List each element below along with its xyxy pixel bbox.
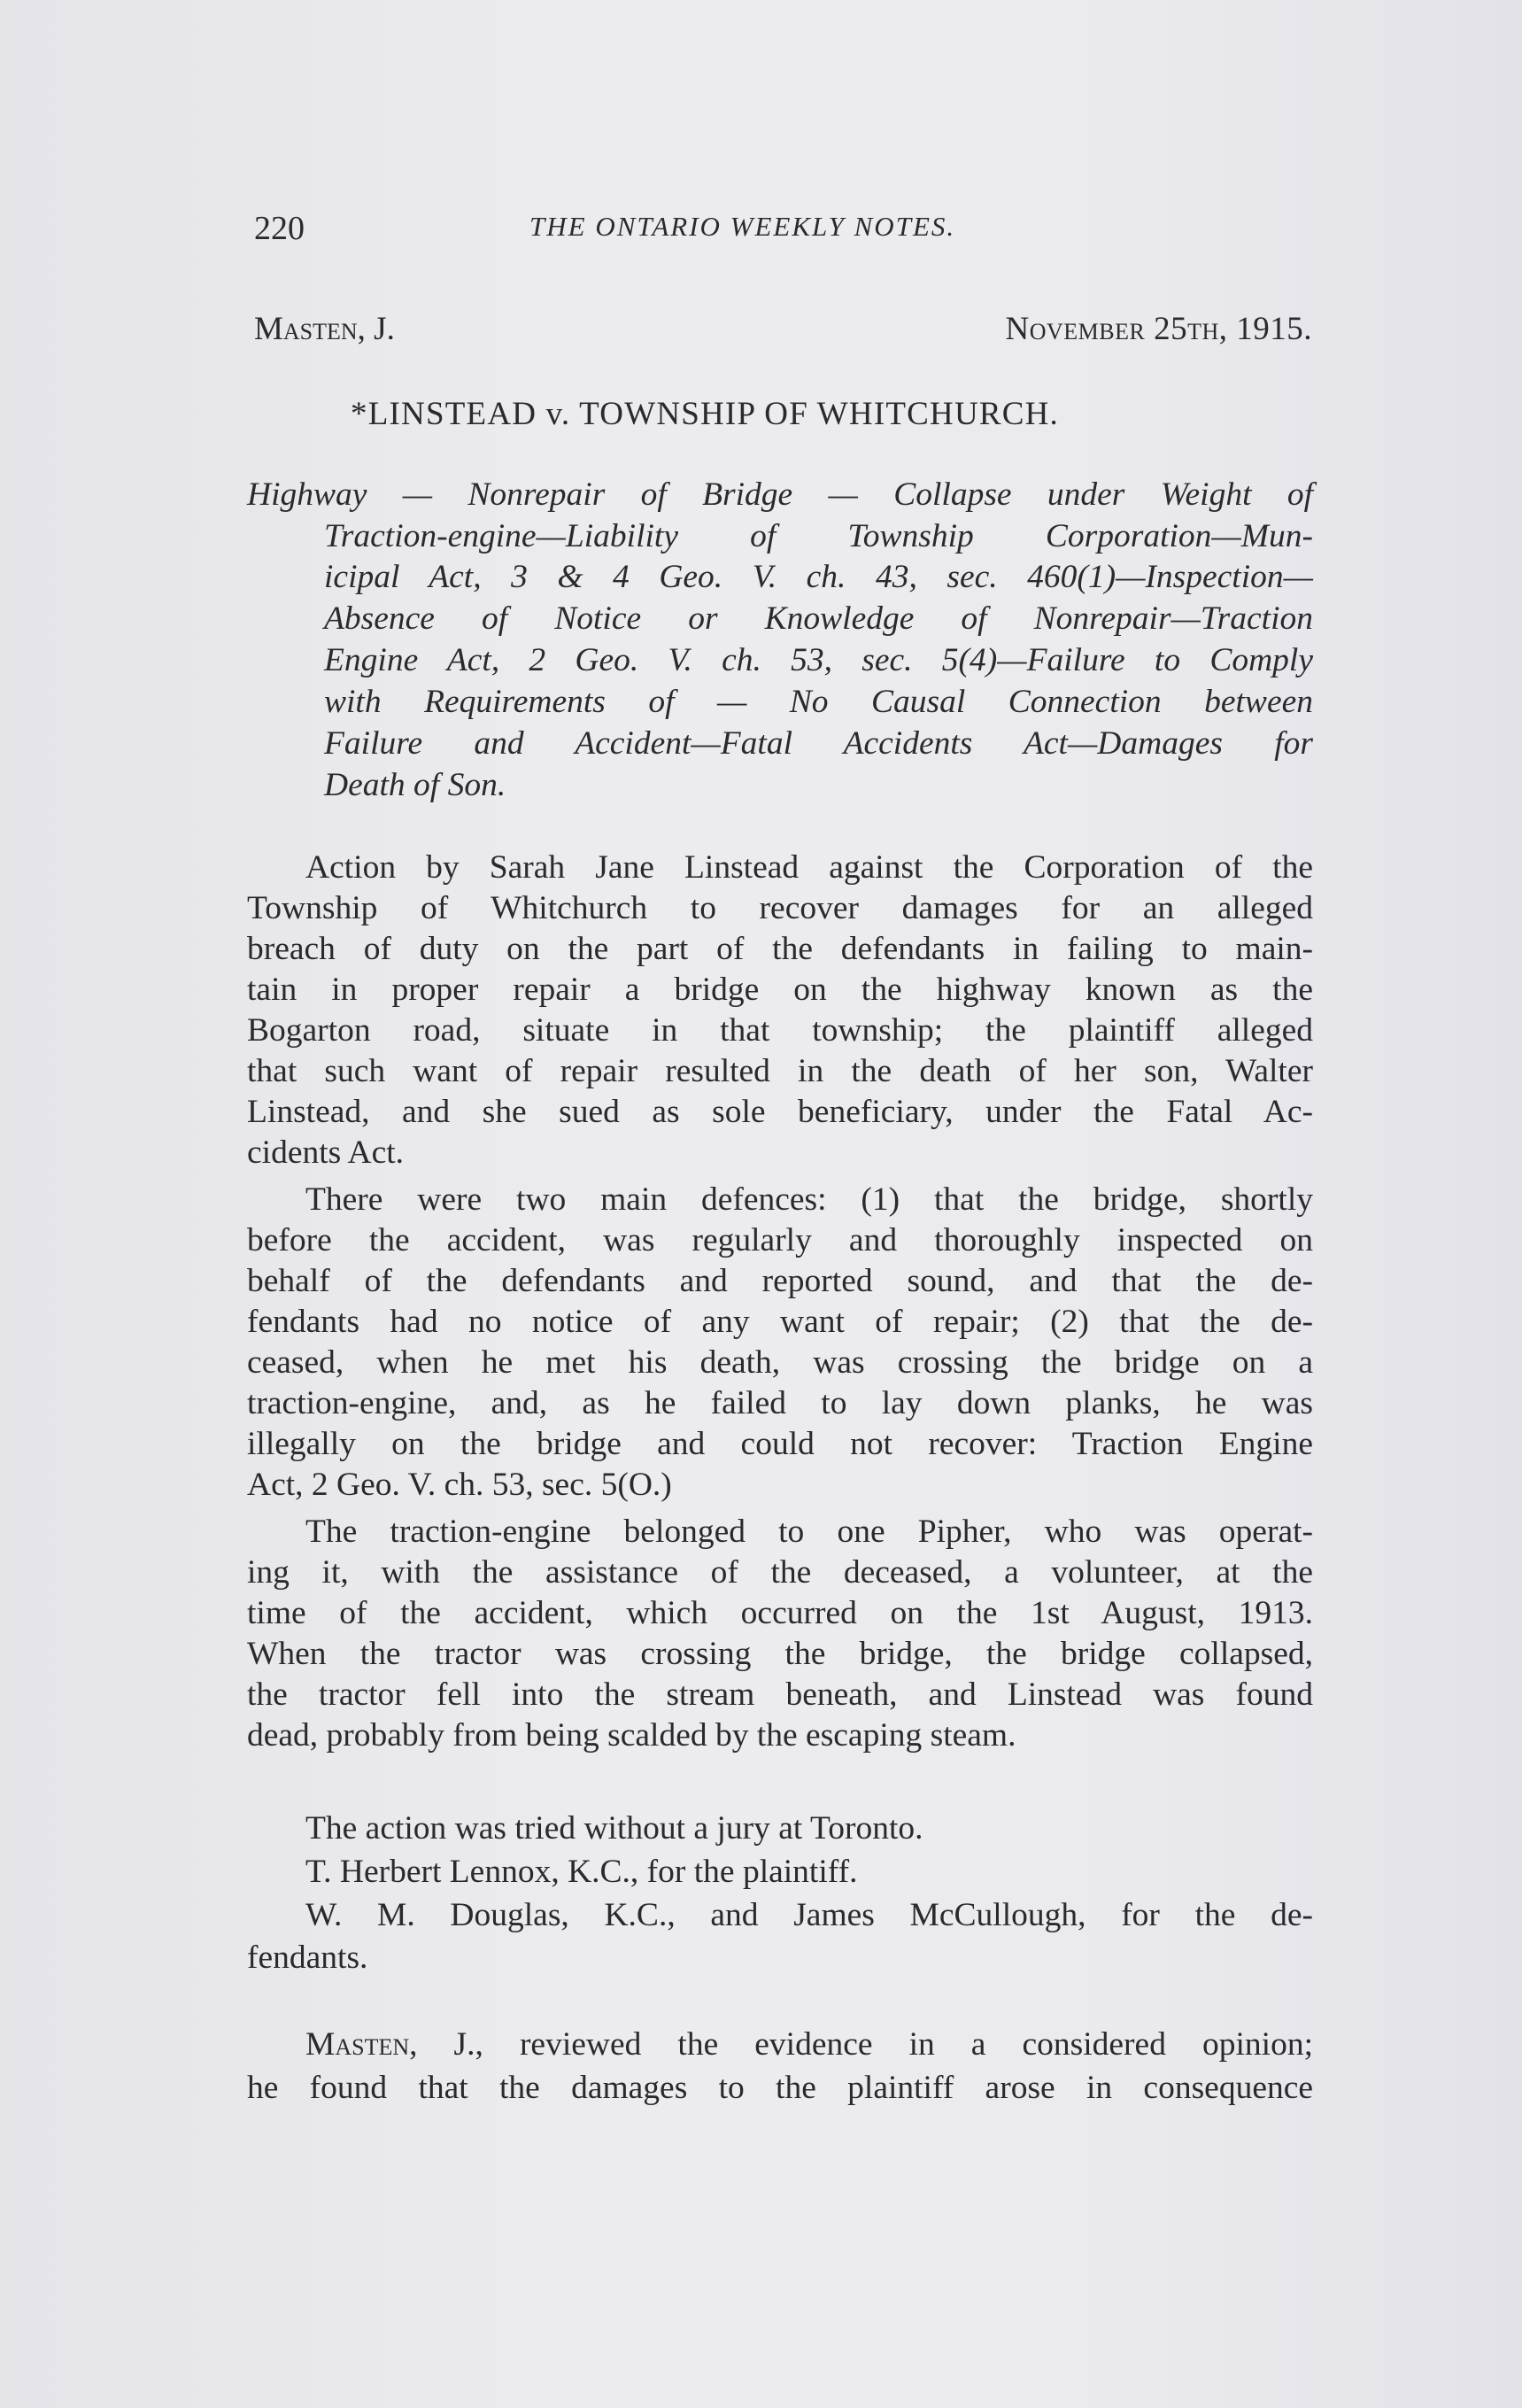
paragraph-line: Act, 2 Geo. V. ch. 53, sec. 5(O.) <box>247 1467 672 1503</box>
paragraph-line: tain in proper repair a bridge on the highway known as the <box>247 972 1313 1008</box>
paragraph-line: before the accident, was regularly and thoroughly inspected on <box>247 1222 1313 1258</box>
paragraph-line: breach of duty on the part of the defendants in failing to main- <box>247 931 1313 967</box>
judge-name: Masten, J. <box>254 311 395 347</box>
opinion-judge: Masten <box>305 2026 410 2063</box>
paragraph-line: the tractor fell into the stream beneath, and Linstead was found <box>247 1676 1313 1713</box>
paragraph-line: fendants had no notice of any want of repair; (2) that the de- <box>247 1304 1313 1340</box>
paragraph-line: traction-engine, and, as he failed to lay down planks, he was <box>247 1385 1313 1421</box>
headnote-line: Highway — Nonrepair of Bridge — Collapse under Weight of <box>247 476 1313 513</box>
opinion-line: he found that the damages to the plaintiff arose in consequence <box>247 2070 1313 2106</box>
trial-venue: The action was tried without a jury at Toronto. <box>305 1810 923 1847</box>
defendants-counsel-continued: fendants. <box>247 1940 368 1976</box>
paragraph-line: The traction-engine belonged to one Pipher, who was operat- <box>305 1514 1313 1550</box>
paragraph-line: Action by Sarah Jane Linstead against the Corporation of the <box>305 849 1313 886</box>
decision-date: November 25th, 1915. <box>1005 311 1312 347</box>
paragraph-line: Township of Whitchurch to recover damages for an alleged <box>247 890 1313 926</box>
paragraph-line: time of the accident, which occurred on the 1st August, 1913. <box>247 1595 1313 1631</box>
paragraph-line: cidents Act. <box>247 1134 405 1171</box>
headnote-line: Traction-engine—Liability of Township Corporation—Mun- <box>324 518 1313 554</box>
paragraph-line: Linstead, and she sued as sole beneficiary, under the Fatal Ac- <box>247 1094 1313 1130</box>
paragraph-line: ceased, when he met his death, was crossing the bridge on a <box>247 1344 1313 1381</box>
opinion-line: Masten, J., reviewed the evidence in a considered opinion; <box>305 2026 1313 2063</box>
plaintiff-counsel: T. Herbert Lennox, K.C., for the plaintiff. <box>305 1854 858 1890</box>
headnote-line: Absence of Notice or Knowledge of Nonrepair—Traction <box>324 600 1313 637</box>
case-title: *LINSTEAD v. TOWNSHIP OF WHITCHURCH. <box>351 396 1060 432</box>
paragraph-line: illegally on the bridge and could not recover: Traction Engine <box>247 1426 1313 1462</box>
headnote-line: Death of Son. <box>324 767 506 803</box>
paragraph-line: dead, probably from being scalded by the escaping steam. <box>247 1717 1016 1754</box>
headnote-line: Failure and Accident—Fatal Accidents Act—Damages for <box>324 725 1313 762</box>
page-number: 220 <box>254 210 305 247</box>
running-title: THE ONTARIO WEEKLY NOTES. <box>529 211 956 242</box>
defendants-counsel: W. M. Douglas, K.C., and James McCullough, for the de- <box>305 1897 1313 1933</box>
headnote-line: icipal Act, 3 & 4 Geo. V. ch. 43, sec. 460(1)—Inspection— <box>324 559 1313 595</box>
paragraph-line: ing it, with the assistance of the deceased, a volunteer, at the <box>247 1554 1313 1591</box>
headnote-line: Engine Act, 2 Geo. V. ch. 53, sec. 5(4)—Failure to Comply <box>324 642 1313 678</box>
paragraph-line: When the tractor was crossing the bridge, the bridge collapsed, <box>247 1636 1313 1672</box>
headnote-line: with Requirements of — No Causal Connection between <box>324 684 1313 720</box>
paragraph-line: behalf of the defendants and reported sound, and that the de- <box>247 1263 1313 1299</box>
paragraph-line: There were two main defences: (1) that the bridge, shortly <box>305 1181 1313 1218</box>
paragraph-line: Bogarton road, situate in that township; the plaintiff alleged <box>247 1012 1313 1049</box>
paragraph-line: that such want of repair resulted in the death of her son, Walter <box>247 1053 1313 1089</box>
